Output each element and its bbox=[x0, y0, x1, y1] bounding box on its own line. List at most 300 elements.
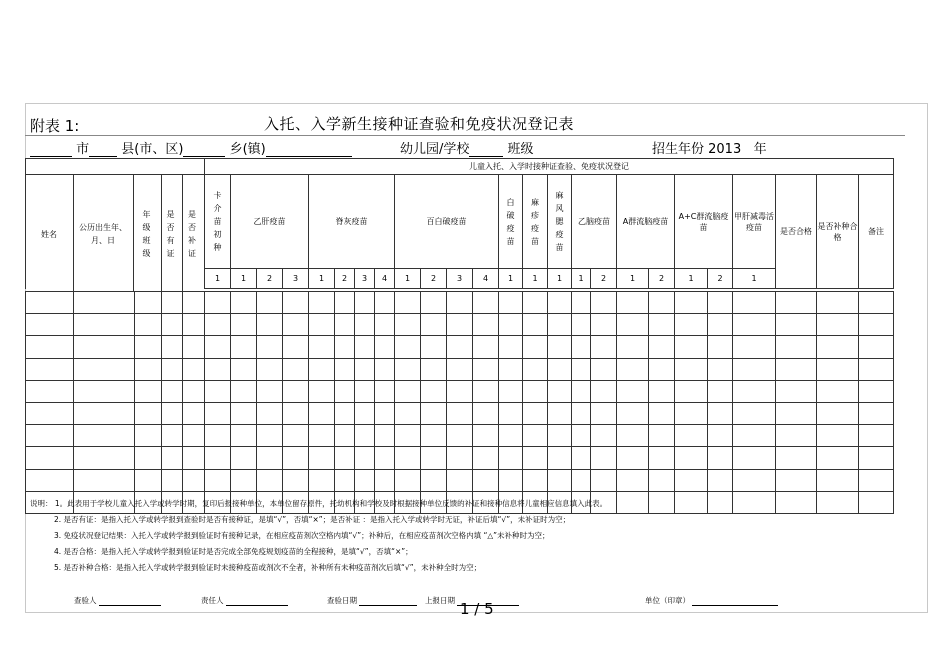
table-cell[interactable] bbox=[375, 447, 395, 469]
table-cell[interactable] bbox=[447, 314, 473, 336]
table-cell[interactable] bbox=[733, 336, 776, 358]
table-cell[interactable] bbox=[817, 447, 859, 469]
table-cell[interactable] bbox=[74, 402, 135, 424]
table-cell[interactable] bbox=[708, 425, 733, 447]
table-cell[interactable] bbox=[572, 314, 591, 336]
table-cell[interactable] bbox=[859, 380, 894, 402]
table-cell[interactable] bbox=[335, 425, 355, 447]
table-cell[interactable] bbox=[74, 425, 135, 447]
table-cell[interactable] bbox=[375, 336, 395, 358]
table-cell[interactable] bbox=[162, 447, 183, 469]
table-cell[interactable] bbox=[283, 447, 309, 469]
table-row bbox=[26, 425, 894, 447]
table-cell[interactable] bbox=[649, 292, 675, 314]
table-cell[interactable] bbox=[74, 314, 135, 336]
table-cell[interactable] bbox=[733, 425, 776, 447]
table-cell[interactable] bbox=[617, 469, 649, 491]
table-cell[interactable] bbox=[548, 425, 572, 447]
table-cell[interactable] bbox=[776, 469, 817, 491]
table-cell[interactable] bbox=[26, 447, 74, 469]
table-cell[interactable] bbox=[572, 380, 591, 402]
table-cell[interactable] bbox=[26, 402, 74, 424]
table-cell[interactable] bbox=[421, 469, 447, 491]
table-cell[interactable] bbox=[523, 336, 548, 358]
table-cell[interactable] bbox=[421, 380, 447, 402]
table-cell[interactable] bbox=[421, 358, 447, 380]
table-cell[interactable] bbox=[205, 380, 231, 402]
table-cell[interactable] bbox=[523, 314, 548, 336]
table-cell[interactable] bbox=[708, 402, 733, 424]
table-cell[interactable] bbox=[733, 402, 776, 424]
table-cell[interactable] bbox=[257, 402, 283, 424]
table-cell[interactable] bbox=[183, 402, 205, 424]
table-cell[interactable] bbox=[335, 380, 355, 402]
table-cell[interactable] bbox=[591, 380, 617, 402]
table-cell[interactable] bbox=[548, 314, 572, 336]
col-birth: 公历出生年、月、日 bbox=[73, 174, 134, 292]
table-cell[interactable] bbox=[375, 292, 395, 314]
table-cell[interactable] bbox=[183, 336, 205, 358]
table-cell[interactable] bbox=[548, 469, 572, 491]
table-cell[interactable] bbox=[675, 447, 708, 469]
table-cell[interactable] bbox=[421, 292, 447, 314]
table-cell[interactable] bbox=[708, 292, 733, 314]
dose-cell: 3 bbox=[355, 269, 375, 289]
table-cell[interactable] bbox=[859, 447, 894, 469]
table-cell[interactable] bbox=[499, 425, 523, 447]
table-cell[interactable] bbox=[395, 425, 421, 447]
table-cell[interactable] bbox=[859, 292, 894, 314]
table-cell[interactable] bbox=[591, 425, 617, 447]
table-cell[interactable] bbox=[26, 292, 74, 314]
table-cell[interactable] bbox=[591, 292, 617, 314]
table-cell[interactable] bbox=[473, 314, 499, 336]
table-cell[interactable] bbox=[183, 292, 205, 314]
table-cell[interactable] bbox=[499, 336, 523, 358]
table-cell[interactable] bbox=[162, 425, 183, 447]
table-cell[interactable] bbox=[617, 314, 649, 336]
table-cell[interactable] bbox=[375, 358, 395, 380]
table-cell[interactable] bbox=[859, 314, 894, 336]
table-cell[interactable] bbox=[257, 469, 283, 491]
table-cell[interactable] bbox=[817, 358, 859, 380]
table-cell[interactable] bbox=[548, 380, 572, 402]
table-cell[interactable] bbox=[649, 358, 675, 380]
table-cell[interactable] bbox=[548, 402, 572, 424]
table-cell[interactable] bbox=[26, 336, 74, 358]
table-cell[interactable] bbox=[257, 447, 283, 469]
table-cell[interactable] bbox=[257, 292, 283, 314]
table-cell[interactable] bbox=[499, 469, 523, 491]
table-cell[interactable] bbox=[375, 380, 395, 402]
table-cell[interactable] bbox=[135, 425, 162, 447]
table-cell[interactable] bbox=[523, 469, 548, 491]
table-cell[interactable] bbox=[572, 292, 591, 314]
table-cell[interactable] bbox=[395, 469, 421, 491]
table-cell[interactable] bbox=[135, 447, 162, 469]
col-dpt: 百白破疫苗 bbox=[395, 175, 499, 269]
left-header-labels bbox=[25, 174, 230, 292]
table-cell[interactable] bbox=[473, 380, 499, 402]
table-cell[interactable] bbox=[395, 292, 421, 314]
table-cell[interactable] bbox=[283, 314, 309, 336]
table-cell[interactable] bbox=[649, 447, 675, 469]
table-cell[interactable] bbox=[355, 447, 375, 469]
table-cell[interactable] bbox=[74, 292, 135, 314]
table-cell[interactable] bbox=[309, 447, 335, 469]
table-cell[interactable] bbox=[335, 402, 355, 424]
table-cell[interactable] bbox=[649, 425, 675, 447]
table-cell[interactable] bbox=[355, 314, 375, 336]
table-cell[interactable] bbox=[572, 469, 591, 491]
table-cell[interactable] bbox=[283, 402, 309, 424]
table-cell[interactable] bbox=[395, 358, 421, 380]
table-cell[interactable] bbox=[817, 336, 859, 358]
table-cell[interactable] bbox=[617, 336, 649, 358]
table-cell[interactable] bbox=[162, 336, 183, 358]
table-cell[interactable] bbox=[733, 380, 776, 402]
table-cell[interactable] bbox=[675, 358, 708, 380]
table-cell[interactable] bbox=[74, 380, 135, 402]
table-cell[interactable] bbox=[675, 380, 708, 402]
table-cell[interactable] bbox=[283, 425, 309, 447]
table-cell[interactable] bbox=[649, 336, 675, 358]
table-cell[interactable] bbox=[591, 314, 617, 336]
table-cell[interactable] bbox=[395, 380, 421, 402]
table-cell[interactable] bbox=[135, 292, 162, 314]
table-cell[interactable] bbox=[617, 425, 649, 447]
table-cell[interactable] bbox=[817, 292, 859, 314]
table-cell[interactable] bbox=[283, 469, 309, 491]
table-cell[interactable] bbox=[859, 469, 894, 491]
table-cell[interactable] bbox=[375, 402, 395, 424]
table-cell[interactable] bbox=[859, 402, 894, 424]
table-cell[interactable] bbox=[733, 292, 776, 314]
table-cell[interactable] bbox=[231, 292, 257, 314]
table-cell[interactable] bbox=[572, 336, 591, 358]
table-cell[interactable] bbox=[309, 292, 335, 314]
table-cell[interactable] bbox=[395, 314, 421, 336]
table-cell[interactable] bbox=[708, 469, 733, 491]
table-cell[interactable] bbox=[183, 380, 205, 402]
table-cell[interactable] bbox=[675, 491, 708, 513]
table-cell[interactable] bbox=[572, 402, 591, 424]
table-cell[interactable] bbox=[733, 447, 776, 469]
table-cell[interactable] bbox=[776, 314, 817, 336]
table-cell[interactable] bbox=[733, 491, 776, 513]
school-label: 幼儿园/学校 bbox=[400, 142, 470, 157]
table-cell[interactable] bbox=[309, 469, 335, 491]
page-title: 入托、入学新生接种证查验和免疫状况登记表 bbox=[264, 115, 575, 133]
table-cell[interactable] bbox=[162, 469, 183, 491]
table-cell[interactable] bbox=[231, 469, 257, 491]
table-cell[interactable] bbox=[447, 292, 473, 314]
table-cell[interactable] bbox=[708, 447, 733, 469]
table-cell[interactable] bbox=[617, 358, 649, 380]
table-cell[interactable] bbox=[309, 402, 335, 424]
table-cell[interactable] bbox=[74, 469, 135, 491]
table-cell[interactable] bbox=[499, 380, 523, 402]
table-cell[interactable] bbox=[231, 447, 257, 469]
table-cell[interactable] bbox=[473, 425, 499, 447]
table-cell[interactable] bbox=[135, 380, 162, 402]
table-cell[interactable] bbox=[447, 425, 473, 447]
table-cell[interactable] bbox=[548, 336, 572, 358]
table-cell[interactable] bbox=[473, 469, 499, 491]
table-cell[interactable] bbox=[591, 469, 617, 491]
table-cell[interactable] bbox=[447, 469, 473, 491]
table-cell[interactable] bbox=[473, 402, 499, 424]
table-cell[interactable] bbox=[649, 380, 675, 402]
table-cell[interactable] bbox=[548, 292, 572, 314]
table-cell[interactable] bbox=[355, 425, 375, 447]
table-cell[interactable] bbox=[817, 425, 859, 447]
table-cell[interactable] bbox=[617, 292, 649, 314]
report-date-label: 上报日期 bbox=[425, 596, 455, 605]
table-cell[interactable] bbox=[309, 425, 335, 447]
table-cell[interactable] bbox=[776, 425, 817, 447]
table-cell[interactable] bbox=[617, 380, 649, 402]
table-cell[interactable] bbox=[74, 447, 135, 469]
table-cell[interactable] bbox=[231, 380, 257, 402]
table-cell[interactable] bbox=[355, 469, 375, 491]
inspector-blank[interactable] bbox=[99, 597, 161, 606]
table-cell[interactable] bbox=[74, 358, 135, 380]
table-cell[interactable] bbox=[649, 402, 675, 424]
table-cell[interactable] bbox=[675, 469, 708, 491]
table-cell[interactable] bbox=[817, 491, 859, 513]
table-cell[interactable] bbox=[335, 336, 355, 358]
unit-field bbox=[645, 595, 778, 606]
table-cell[interactable] bbox=[447, 358, 473, 380]
table-cell[interactable] bbox=[162, 402, 183, 424]
table-cell[interactable] bbox=[708, 314, 733, 336]
table-cell[interactable] bbox=[395, 402, 421, 424]
table-cell[interactable] bbox=[309, 336, 335, 358]
table-cell[interactable] bbox=[421, 425, 447, 447]
table-cell[interactable] bbox=[447, 447, 473, 469]
table-cell[interactable] bbox=[817, 402, 859, 424]
table-cell[interactable] bbox=[335, 358, 355, 380]
table-cell[interactable] bbox=[283, 380, 309, 402]
table-cell[interactable] bbox=[183, 358, 205, 380]
table-cell[interactable] bbox=[162, 292, 183, 314]
table-cell[interactable] bbox=[473, 358, 499, 380]
table-cell[interactable] bbox=[231, 358, 257, 380]
table-cell[interactable] bbox=[591, 358, 617, 380]
table-cell[interactable] bbox=[548, 358, 572, 380]
table-cell[interactable] bbox=[817, 314, 859, 336]
table-cell[interactable] bbox=[257, 358, 283, 380]
table-cell[interactable] bbox=[283, 358, 309, 380]
table-cell[interactable] bbox=[395, 336, 421, 358]
table-cell[interactable] bbox=[355, 336, 375, 358]
table-cell[interactable] bbox=[205, 314, 231, 336]
table-cell[interactable] bbox=[183, 425, 205, 447]
table-cell[interactable] bbox=[257, 380, 283, 402]
table-cell[interactable] bbox=[776, 336, 817, 358]
table-cell[interactable] bbox=[162, 380, 183, 402]
table-cell[interactable] bbox=[523, 447, 548, 469]
table-cell[interactable] bbox=[309, 314, 335, 336]
responsible-label: 责任人 bbox=[201, 596, 224, 605]
table-cell[interactable] bbox=[859, 358, 894, 380]
table-cell[interactable] bbox=[205, 425, 231, 447]
table-cell[interactable] bbox=[26, 358, 74, 380]
table-cell[interactable] bbox=[135, 469, 162, 491]
table-cell[interactable] bbox=[335, 314, 355, 336]
dose-cell: 1 bbox=[205, 269, 231, 289]
table-cell[interactable] bbox=[375, 425, 395, 447]
table-cell[interactable] bbox=[523, 358, 548, 380]
col-hepb: 乙肝疫苗 bbox=[231, 175, 309, 269]
table-cell[interactable] bbox=[26, 469, 74, 491]
table-cell[interactable] bbox=[257, 336, 283, 358]
table-cell[interactable] bbox=[421, 336, 447, 358]
table-cell[interactable] bbox=[499, 402, 523, 424]
table-cell[interactable] bbox=[205, 336, 231, 358]
table-cell[interactable] bbox=[26, 425, 74, 447]
table-cell[interactable] bbox=[135, 314, 162, 336]
table-cell[interactable] bbox=[675, 314, 708, 336]
table-cell[interactable] bbox=[591, 402, 617, 424]
table-cell[interactable] bbox=[675, 425, 708, 447]
table-cell[interactable] bbox=[675, 292, 708, 314]
table-cell[interactable] bbox=[335, 292, 355, 314]
table-cell[interactable] bbox=[355, 292, 375, 314]
table-cell[interactable] bbox=[817, 380, 859, 402]
table-cell[interactable] bbox=[617, 402, 649, 424]
responsible-blank[interactable] bbox=[226, 597, 288, 606]
table-cell[interactable] bbox=[205, 469, 231, 491]
table-cell[interactable] bbox=[548, 447, 572, 469]
table-cell[interactable] bbox=[421, 402, 447, 424]
table-cell[interactable] bbox=[205, 447, 231, 469]
table-cell[interactable] bbox=[499, 447, 523, 469]
table-cell[interactable] bbox=[162, 358, 183, 380]
table-cell[interactable] bbox=[447, 380, 473, 402]
table-cell[interactable] bbox=[473, 447, 499, 469]
table-cell[interactable] bbox=[708, 358, 733, 380]
table-cell[interactable] bbox=[499, 358, 523, 380]
table-cell[interactable] bbox=[162, 314, 183, 336]
table-cell[interactable] bbox=[335, 469, 355, 491]
table-cell[interactable] bbox=[591, 336, 617, 358]
col-polio: 脊灰疫苗 bbox=[309, 175, 395, 269]
table-cell[interactable] bbox=[257, 425, 283, 447]
table-cell[interactable] bbox=[473, 292, 499, 314]
table-cell[interactable] bbox=[183, 469, 205, 491]
table-cell[interactable] bbox=[649, 491, 675, 513]
table-cell[interactable] bbox=[708, 491, 733, 513]
table-cell[interactable] bbox=[421, 447, 447, 469]
table-cell[interactable] bbox=[135, 402, 162, 424]
table-cell[interactable] bbox=[375, 314, 395, 336]
table-cell[interactable] bbox=[733, 469, 776, 491]
table-cell[interactable] bbox=[183, 314, 205, 336]
table-cell[interactable] bbox=[572, 447, 591, 469]
table-cell[interactable] bbox=[859, 425, 894, 447]
table-cell[interactable] bbox=[355, 358, 375, 380]
table-cell[interactable] bbox=[572, 425, 591, 447]
table-cell[interactable] bbox=[859, 336, 894, 358]
dose-cell: 2 bbox=[591, 269, 617, 289]
table-cell[interactable] bbox=[776, 380, 817, 402]
table-cell[interactable] bbox=[421, 314, 447, 336]
table-cell[interactable] bbox=[135, 336, 162, 358]
table-cell[interactable] bbox=[183, 447, 205, 469]
table-cell[interactable] bbox=[74, 336, 135, 358]
table-cell[interactable] bbox=[447, 402, 473, 424]
table-cell[interactable] bbox=[26, 314, 74, 336]
table-cell[interactable] bbox=[231, 402, 257, 424]
table-cell[interactable] bbox=[447, 336, 473, 358]
table-cell[interactable] bbox=[591, 447, 617, 469]
table-cell[interactable] bbox=[499, 314, 523, 336]
table-cell[interactable] bbox=[231, 314, 257, 336]
table-cell[interactable] bbox=[776, 491, 817, 513]
table-cell[interactable] bbox=[205, 292, 231, 314]
table-cell[interactable] bbox=[499, 292, 523, 314]
table-cell[interactable] bbox=[283, 336, 309, 358]
table-cell[interactable] bbox=[335, 447, 355, 469]
table-cell[interactable] bbox=[733, 314, 776, 336]
table-cell[interactable] bbox=[572, 358, 591, 380]
table-cell[interactable] bbox=[231, 425, 257, 447]
table-cell[interactable] bbox=[205, 358, 231, 380]
table-cell[interactable] bbox=[617, 491, 649, 513]
table-cell[interactable] bbox=[776, 447, 817, 469]
table-cell[interactable] bbox=[473, 336, 499, 358]
table-cell[interactable] bbox=[675, 402, 708, 424]
table-cell[interactable] bbox=[708, 380, 733, 402]
table-cell[interactable] bbox=[649, 314, 675, 336]
table-cell[interactable] bbox=[675, 336, 708, 358]
table-cell[interactable] bbox=[617, 447, 649, 469]
table-cell[interactable] bbox=[375, 469, 395, 491]
table-cell[interactable] bbox=[231, 336, 257, 358]
school-field bbox=[400, 138, 534, 157]
table-cell[interactable] bbox=[523, 380, 548, 402]
table-cell[interactable] bbox=[355, 402, 375, 424]
table-cell[interactable] bbox=[776, 358, 817, 380]
table-cell[interactable] bbox=[776, 402, 817, 424]
city-label: 市 bbox=[76, 142, 90, 157]
table-cell[interactable] bbox=[205, 402, 231, 424]
table-cell[interactable] bbox=[523, 292, 548, 314]
table-cell[interactable] bbox=[776, 292, 817, 314]
table-cell[interactable] bbox=[859, 491, 894, 513]
table-cell[interactable] bbox=[283, 292, 309, 314]
table-cell[interactable] bbox=[395, 447, 421, 469]
table-cell[interactable] bbox=[309, 358, 335, 380]
table-cell[interactable] bbox=[135, 358, 162, 380]
date-blank[interactable] bbox=[359, 597, 417, 606]
table-cell[interactable] bbox=[523, 402, 548, 424]
table-cell[interactable] bbox=[817, 469, 859, 491]
table-cell[interactable] bbox=[649, 469, 675, 491]
table-cell[interactable] bbox=[309, 380, 335, 402]
table-cell[interactable] bbox=[355, 380, 375, 402]
col-je: 乙脑疫苗 bbox=[572, 175, 617, 269]
table-cell[interactable] bbox=[708, 336, 733, 358]
table-cell[interactable] bbox=[523, 425, 548, 447]
unit-blank[interactable] bbox=[692, 597, 778, 606]
table-cell[interactable] bbox=[257, 314, 283, 336]
table-cell[interactable] bbox=[733, 358, 776, 380]
table-cell[interactable] bbox=[26, 380, 74, 402]
dose-cell: 1 bbox=[733, 269, 776, 289]
